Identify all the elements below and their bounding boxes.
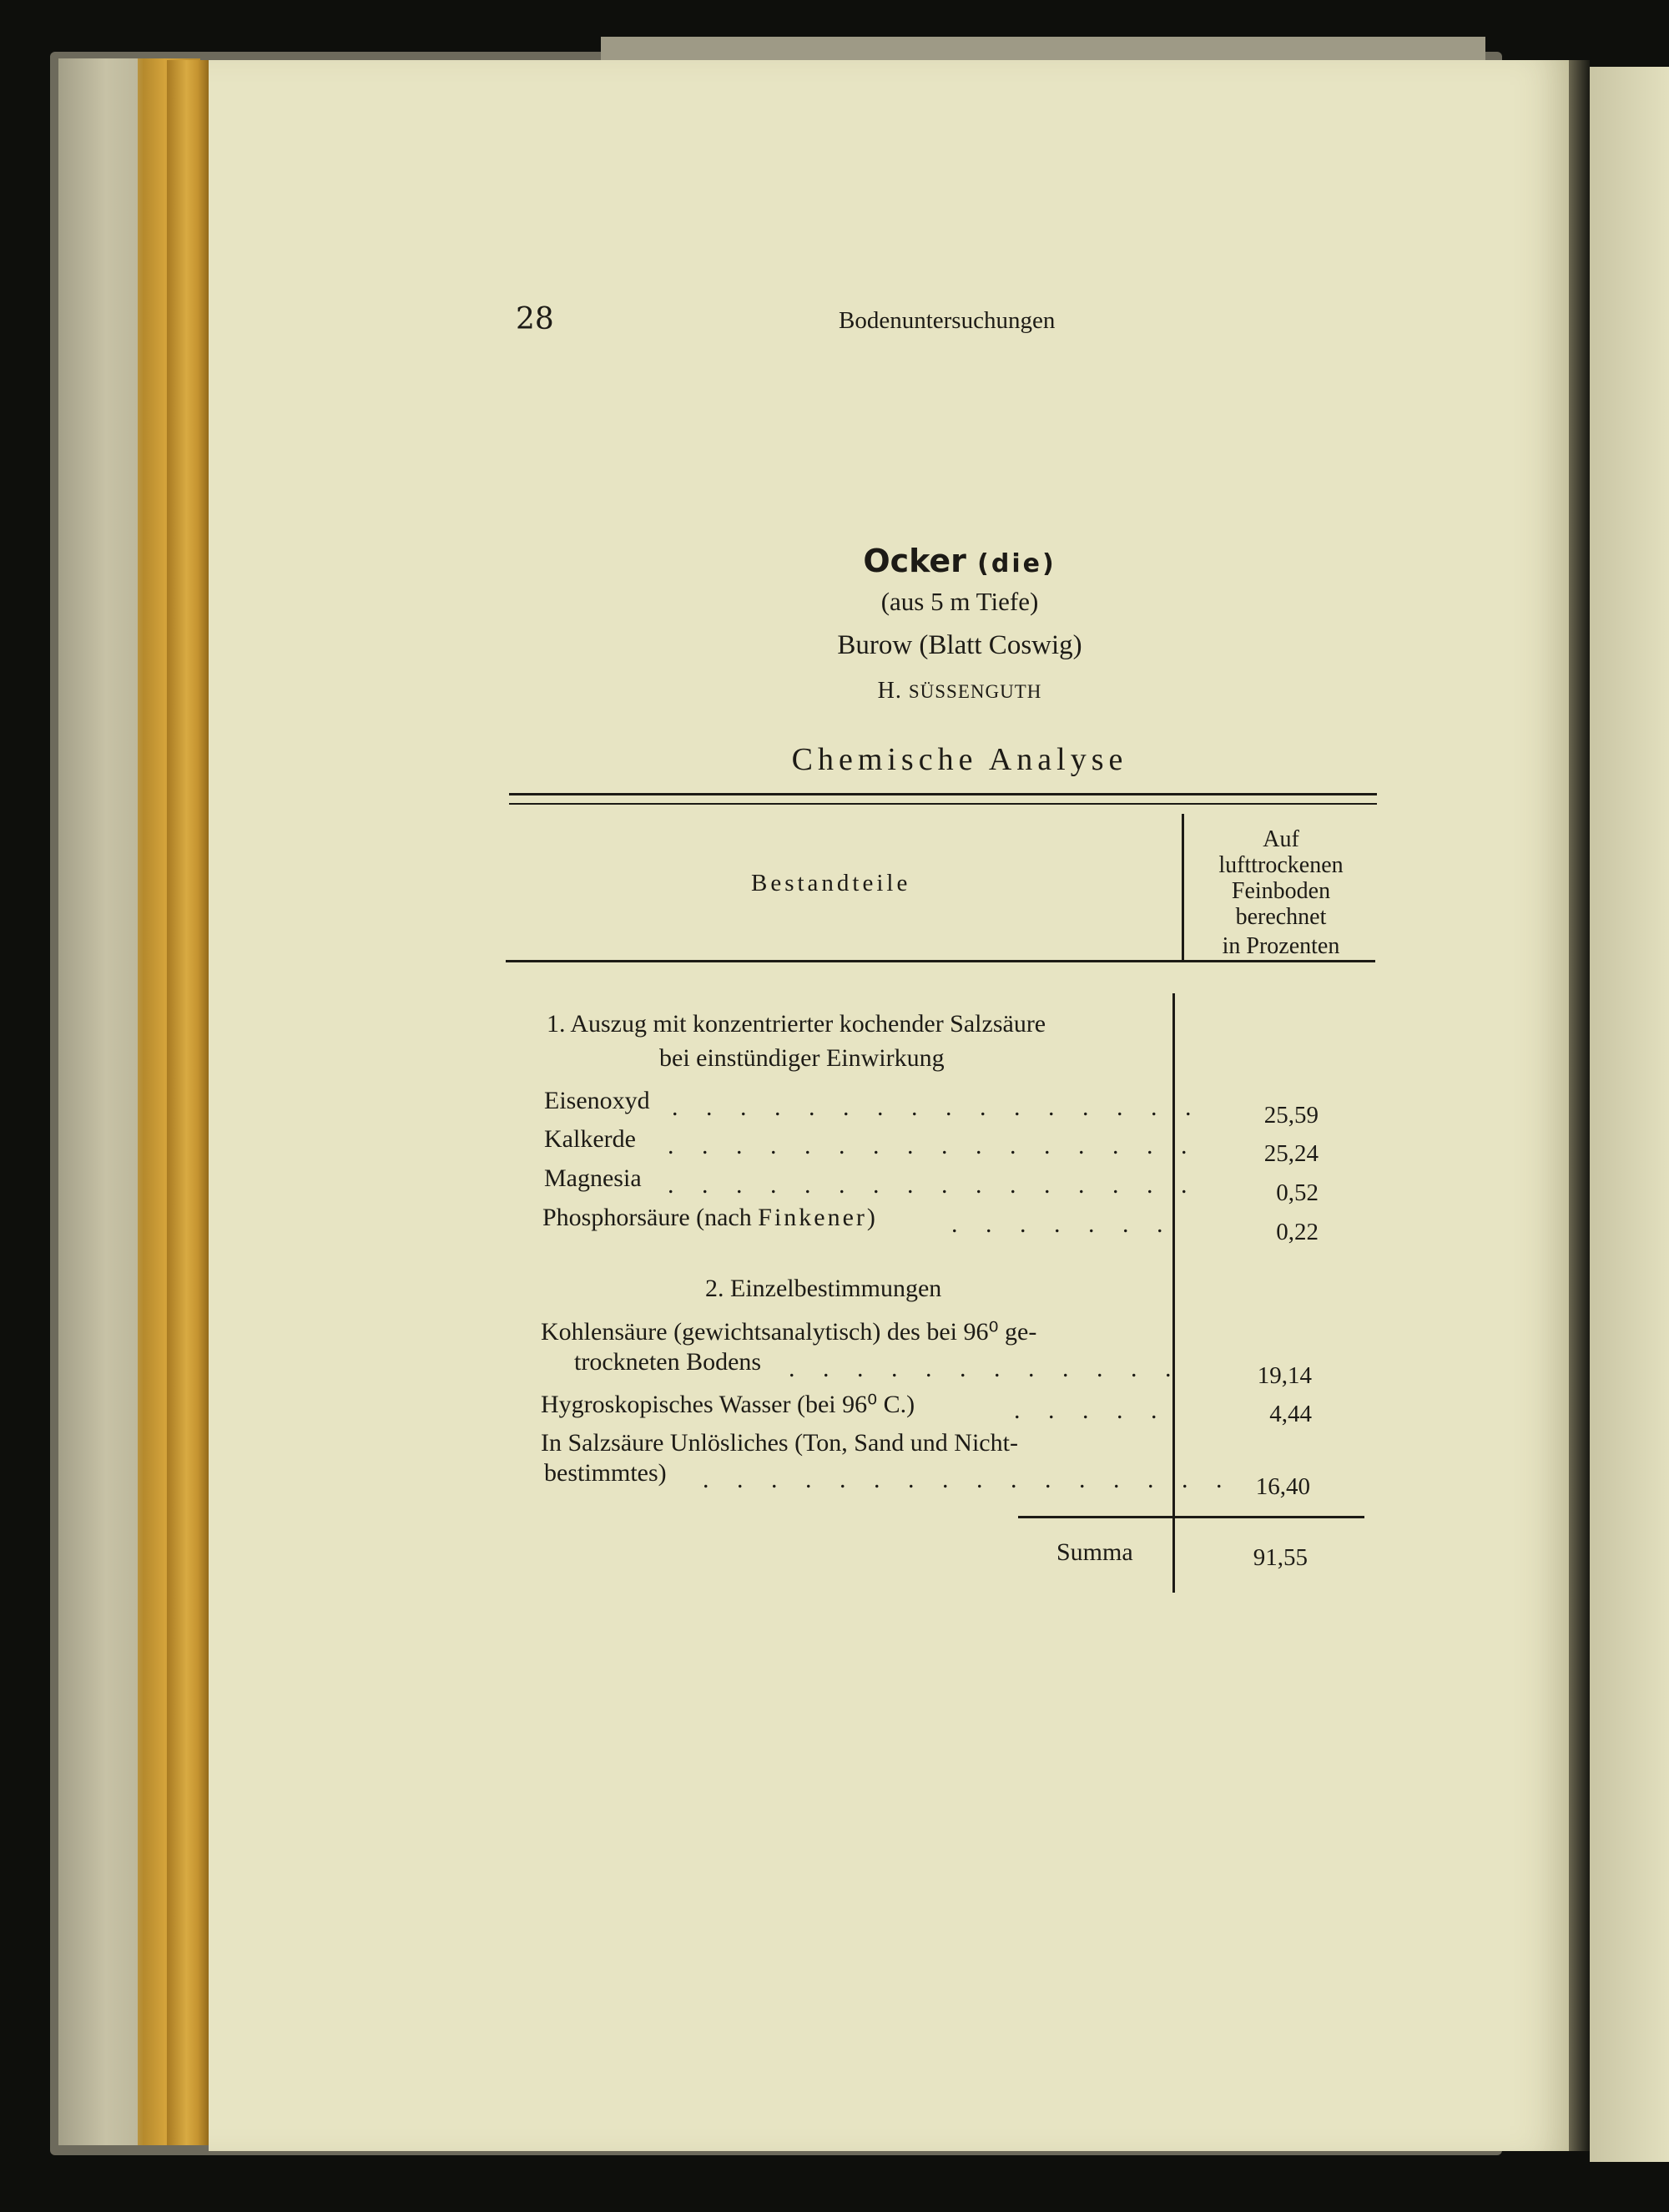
sample-title-main: Ocker (863, 543, 966, 579)
column-header-line: berechnet (1235, 904, 1327, 930)
body-column-divider (1172, 993, 1175, 1593)
running-title: Bodenuntersuchungen (839, 307, 1056, 334)
column-header-line: in Prozenten (1222, 933, 1340, 959)
leader-dots: . . . . . (1014, 1396, 1168, 1424)
leader-dots: . . . . . . . . . . . . . . . . (703, 1466, 1233, 1493)
column-header-line: lufttrockenen (1218, 852, 1344, 878)
analyst-initial: H. (877, 678, 902, 704)
table-header-rule (506, 960, 1375, 962)
column-header-line: Feinboden (1231, 878, 1331, 904)
row-label: Kalkerde (544, 1125, 636, 1153)
sum-rule (1018, 1516, 1364, 1518)
row-value: 4,44 (1269, 1401, 1312, 1427)
row-value: 19,14 (1257, 1362, 1312, 1389)
binding-strip (58, 58, 138, 2145)
row-label: Magnesia (544, 1164, 642, 1192)
row-value: 16,40 (1255, 1473, 1310, 1500)
section-2-heading: 2. Einzelbestimmungen (705, 1275, 942, 1302)
row-label-cont: bestimmtes) (544, 1459, 667, 1487)
row-label: In Salzsäure Unlösliches (Ton, Sand und Nicht- (541, 1429, 1018, 1457)
row-label-cont: trockneten Bodens (574, 1348, 762, 1376)
sample-depth: (aus 5 m Tiefe) (880, 587, 1039, 616)
column-header-percent (1185, 826, 1377, 959)
row-label: Eisenoxyd (544, 1087, 650, 1114)
leader-dots: . . . . . . . (951, 1210, 1174, 1238)
row-value: 0,52 (1276, 1179, 1319, 1206)
column-header-constituents: Bestandteile (751, 870, 911, 896)
row-label-part: ) (866, 1204, 875, 1231)
leader-dots: . . . . . . . . . . . . . . . . (672, 1093, 1203, 1121)
page-number: 28 (516, 302, 554, 336)
section-1-heading-cont: bei einstündiger Einwirkung (659, 1044, 945, 1072)
sample-title (584, 543, 1335, 579)
sample-title-suffix: (die) (977, 549, 1056, 578)
row-value: 25,24 (1263, 1140, 1319, 1167)
row-value: 0,22 (1276, 1219, 1319, 1245)
leader-dots: . . . . . . . . . . . . . . . . (668, 1171, 1198, 1199)
analyst (584, 678, 1335, 705)
row-value: 25,59 (1263, 1102, 1319, 1129)
row-label (542, 1204, 875, 1232)
total-label: Summa (1056, 1538, 1133, 1566)
analysis-title: Chemische Analyse (791, 742, 1128, 777)
row-label: Hygroskopisches Wasser (bei 96⁰ C.) (541, 1391, 915, 1418)
sample-location: Burow (Blatt Coswig) (837, 630, 1082, 660)
table-top-rule-2 (509, 803, 1377, 805)
column-header-line: Auf (1263, 826, 1299, 852)
header-column-divider (1182, 814, 1184, 960)
row-label-part: Phosphorsäure (nach (542, 1204, 759, 1231)
row-label-spaced: Finkener (758, 1204, 867, 1231)
facing-page (1590, 67, 1669, 2162)
leader-dots: . . . . . . . . . . . . . . . . (668, 1132, 1198, 1159)
section-1-heading: 1. Auszug mit konzentrierter kochender Salzsäure (547, 1010, 1046, 1038)
table-top-rule-1 (509, 793, 1377, 795)
gilt-edge (167, 60, 210, 2145)
book-gutter (1569, 60, 1590, 2151)
total-value: 91,55 (1253, 1544, 1308, 1571)
leader-dots: . . . . . . . . . . . . (789, 1355, 1182, 1382)
row-label: Kohlensäure (gewichtsanalytisch) des bei 96⁰ ge- (541, 1318, 1037, 1346)
analyst-name: SÜSSENGUTH (908, 681, 1042, 702)
